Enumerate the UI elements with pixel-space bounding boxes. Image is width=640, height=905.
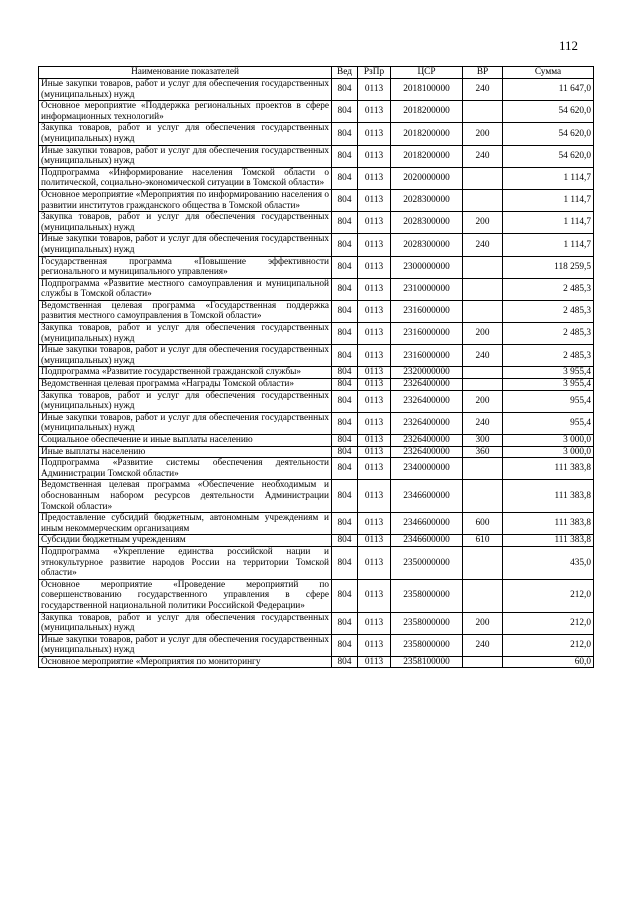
cell-rzpr: 0113 — [358, 579, 391, 612]
table-row — [39, 234, 594, 256]
cell-csr: 2358000000 — [391, 579, 463, 612]
cell-vr: 200 — [463, 323, 503, 345]
column-header-ved: Вед — [332, 67, 358, 79]
cell-vr — [463, 546, 503, 579]
cell-sum: 1 114,7 — [503, 189, 594, 211]
table-row — [39, 513, 594, 535]
table-row — [39, 101, 594, 123]
cell-csr: 2326400000 — [391, 446, 463, 458]
table-row — [39, 189, 594, 211]
cell-vr — [463, 379, 503, 391]
cell-sum: 54 620,0 — [503, 145, 594, 167]
cell-vr — [463, 458, 503, 480]
cell-sum: 54 620,0 — [503, 101, 594, 123]
cell-csr: 2358000000 — [391, 634, 463, 656]
cell-vr — [463, 656, 503, 668]
cell-rzpr: 0113 — [358, 256, 391, 278]
cell-vr: 240 — [463, 79, 503, 101]
cell-name: Подпрограмма «Укрепление единства российской нации и этнокультурное развитие народов России на территории Томской области» — [39, 546, 332, 579]
cell-name: Иные закупки товаров, работ и услуг для обеспечения государственных (муниципальных) нужд — [39, 412, 332, 434]
cell-vr: 200 — [463, 390, 503, 412]
table-row — [39, 212, 594, 234]
cell-csr: 2020000000 — [391, 167, 463, 189]
cell-sum: 212,0 — [503, 634, 594, 656]
cell-csr: 2358100000 — [391, 656, 463, 668]
cell-vr: 600 — [463, 513, 503, 535]
cell-name: Ведомственная целевая программа «Награды Томской области» — [39, 379, 332, 391]
cell-rzpr: 0113 — [358, 300, 391, 322]
cell-rzpr: 0113 — [358, 458, 391, 480]
cell-rzpr: 0113 — [358, 367, 391, 379]
cell-vr: 200 — [463, 212, 503, 234]
column-header-vr: ВР — [463, 67, 503, 79]
cell-vr — [463, 480, 503, 513]
cell-name: Иные закупки товаров, работ и услуг для обеспечения государственных (муниципальных) нужд — [39, 234, 332, 256]
table-row — [39, 480, 594, 513]
cell-ved: 804 — [332, 412, 358, 434]
cell-rzpr: 0113 — [358, 513, 391, 535]
cell-csr: 2310000000 — [391, 278, 463, 300]
cell-sum: 111 383,8 — [503, 535, 594, 547]
cell-name: Иные закупки товаров, работ и услуг для обеспечения государственных (муниципальных) нужд — [39, 79, 332, 101]
cell-rzpr: 0113 — [358, 79, 391, 101]
cell-sum: 212,0 — [503, 612, 594, 634]
cell-vr — [463, 278, 503, 300]
cell-vr: 240 — [463, 412, 503, 434]
column-header-name: Наименование показателей — [39, 67, 332, 79]
cell-sum: 212,0 — [503, 579, 594, 612]
column-header-csr: ЦСР — [391, 67, 463, 79]
cell-vr — [463, 256, 503, 278]
cell-ved: 804 — [332, 612, 358, 634]
cell-name: Подпрограмма «Развитие государственной гражданской службы» — [39, 367, 332, 379]
cell-sum: 2 485,3 — [503, 323, 594, 345]
cell-sum: 1 114,7 — [503, 234, 594, 256]
cell-ved: 804 — [332, 278, 358, 300]
cell-name: Ведомственная целевая программа «Обеспечение необходимым и обоснованным набором ресурсов деятельности Администрации Томской области» — [39, 480, 332, 513]
cell-ved: 804 — [332, 79, 358, 101]
table-row — [39, 458, 594, 480]
table-row — [39, 167, 594, 189]
cell-sum: 60,0 — [503, 656, 594, 668]
table-row — [39, 435, 594, 447]
cell-rzpr: 0113 — [358, 546, 391, 579]
table-row — [39, 446, 594, 458]
cell-name: Подпрограмма «Информирование населения Томской области о политической, социально-экономической ситуации в Томской области» — [39, 167, 332, 189]
table-row — [39, 123, 594, 145]
cell-csr: 2028300000 — [391, 234, 463, 256]
cell-sum: 111 383,8 — [503, 458, 594, 480]
cell-ved: 804 — [332, 634, 358, 656]
cell-sum: 955,4 — [503, 390, 594, 412]
cell-ved: 804 — [332, 145, 358, 167]
table-row — [39, 323, 594, 345]
cell-sum: 3 000,0 — [503, 446, 594, 458]
cell-csr: 2326400000 — [391, 390, 463, 412]
cell-rzpr: 0113 — [358, 123, 391, 145]
cell-csr: 2028300000 — [391, 212, 463, 234]
cell-vr: 240 — [463, 234, 503, 256]
cell-rzpr: 0113 — [358, 345, 391, 367]
cell-name: Основное мероприятие «Проведение мероприятий по совершенствованию государственного управления в сфере государственной национальной политики Российской Федерации» — [39, 579, 332, 612]
cell-csr: 2316000000 — [391, 345, 463, 367]
table-row — [39, 379, 594, 391]
cell-vr: 200 — [463, 123, 503, 145]
table-row — [39, 256, 594, 278]
cell-sum: 3 955,4 — [503, 379, 594, 391]
cell-vr: 240 — [463, 145, 503, 167]
cell-name: Основное мероприятие «Мероприятия по информированию населения о развитии институтов гражданского общества в Томской области» — [39, 189, 332, 211]
cell-vr: 300 — [463, 435, 503, 447]
cell-ved: 804 — [332, 546, 358, 579]
cell-csr: 2018100000 — [391, 79, 463, 101]
cell-csr: 2316000000 — [391, 323, 463, 345]
cell-sum: 435,0 — [503, 546, 594, 579]
cell-csr: 2358000000 — [391, 612, 463, 634]
cell-ved: 804 — [332, 535, 358, 547]
cell-name: Закупка товаров, работ и услуг для обеспечения государственных (муниципальных) нужд — [39, 323, 332, 345]
cell-sum: 2 485,3 — [503, 278, 594, 300]
cell-rzpr: 0113 — [358, 323, 391, 345]
table-row — [39, 278, 594, 300]
cell-ved: 804 — [332, 367, 358, 379]
table-row — [39, 145, 594, 167]
cell-name: Основное мероприятие «Поддержка региональных проектов в сфере информационных технологий» — [39, 101, 332, 123]
cell-sum: 955,4 — [503, 412, 594, 434]
cell-ved: 804 — [332, 212, 358, 234]
cell-vr — [463, 189, 503, 211]
table-row — [39, 79, 594, 101]
cell-ved: 804 — [332, 435, 358, 447]
cell-ved: 804 — [332, 345, 358, 367]
cell-rzpr: 0113 — [358, 167, 391, 189]
cell-ved: 804 — [332, 234, 358, 256]
cell-sum: 118 259,5 — [503, 256, 594, 278]
cell-ved: 804 — [332, 379, 358, 391]
cell-name: Основное мероприятие «Мероприятия по мониторингу — [39, 656, 332, 668]
cell-name: Предоставление субсидий бюджетным, автономным учреждениям и иным некоммерческим организациям — [39, 513, 332, 535]
cell-vr: 610 — [463, 535, 503, 547]
cell-csr: 2018200000 — [391, 101, 463, 123]
cell-name: Иные выплаты населению — [39, 446, 332, 458]
cell-csr: 2326400000 — [391, 379, 463, 391]
cell-rzpr: 0113 — [358, 278, 391, 300]
table-row — [39, 634, 594, 656]
cell-ved: 804 — [332, 300, 358, 322]
table-row — [39, 535, 594, 547]
cell-name: Иные закупки товаров, работ и услуг для обеспечения государственных (муниципальных) нужд — [39, 345, 332, 367]
column-header-rzpr: РзПр — [358, 67, 391, 79]
cell-sum: 1 114,7 — [503, 167, 594, 189]
cell-name: Закупка товаров, работ и услуг для обеспечения государственных (муниципальных) нужд — [39, 612, 332, 634]
cell-csr: 2300000000 — [391, 256, 463, 278]
cell-vr — [463, 367, 503, 379]
cell-name: Субсидии бюджетным учреждениям — [39, 535, 332, 547]
table-row — [39, 345, 594, 367]
table-row — [39, 546, 594, 579]
cell-csr: 2340000000 — [391, 458, 463, 480]
cell-vr: 200 — [463, 612, 503, 634]
cell-ved: 804 — [332, 323, 358, 345]
cell-rzpr: 0113 — [358, 435, 391, 447]
cell-csr: 2326400000 — [391, 412, 463, 434]
cell-sum: 111 383,8 — [503, 513, 594, 535]
cell-ved: 804 — [332, 167, 358, 189]
cell-ved: 804 — [332, 656, 358, 668]
cell-sum: 3 955,4 — [503, 367, 594, 379]
cell-rzpr: 0113 — [358, 145, 391, 167]
cell-csr: 2018200000 — [391, 123, 463, 145]
cell-sum: 1 114,7 — [503, 212, 594, 234]
cell-rzpr: 0113 — [358, 101, 391, 123]
cell-rzpr: 0113 — [358, 656, 391, 668]
cell-csr: 2028300000 — [391, 189, 463, 211]
table-row — [39, 300, 594, 322]
cell-vr — [463, 300, 503, 322]
cell-sum: 54 620,0 — [503, 123, 594, 145]
cell-name: Подпрограмма «Развитие местного самоуправления и муниципальной службы в Томской области» — [39, 278, 332, 300]
cell-name: Закупка товаров, работ и услуг для обеспечения государственных (муниципальных) нужд — [39, 212, 332, 234]
table-row — [39, 612, 594, 634]
cell-ved: 804 — [332, 101, 358, 123]
cell-csr: 2346600000 — [391, 480, 463, 513]
cell-sum: 2 485,3 — [503, 300, 594, 322]
cell-name: Подпрограмма «Развитие системы обеспечения деятельности Администрации Томской области» — [39, 458, 332, 480]
cell-csr: 2316000000 — [391, 300, 463, 322]
column-header-sum: Сумма — [503, 67, 594, 79]
table-row — [39, 367, 594, 379]
cell-rzpr: 0113 — [358, 189, 391, 211]
cell-rzpr: 0113 — [358, 480, 391, 513]
budget-table — [38, 66, 594, 668]
cell-name: Государственная программа «Повышение эффективности регионального и муниципального управления» — [39, 256, 332, 278]
cell-csr: 2346600000 — [391, 513, 463, 535]
cell-sum: 3 000,0 — [503, 435, 594, 447]
cell-ved: 804 — [332, 189, 358, 211]
cell-vr — [463, 579, 503, 612]
cell-rzpr: 0113 — [358, 535, 391, 547]
cell-ved: 804 — [332, 513, 358, 535]
cell-ved: 804 — [332, 446, 358, 458]
cell-sum: 111 383,8 — [503, 480, 594, 513]
cell-ved: 804 — [332, 579, 358, 612]
cell-rzpr: 0113 — [358, 634, 391, 656]
cell-ved: 804 — [332, 458, 358, 480]
cell-csr: 2018200000 — [391, 145, 463, 167]
cell-rzpr: 0113 — [358, 212, 391, 234]
cell-vr — [463, 101, 503, 123]
table-row — [39, 656, 594, 668]
cell-csr: 2320000000 — [391, 367, 463, 379]
cell-ved: 804 — [332, 256, 358, 278]
cell-ved: 804 — [332, 480, 358, 513]
cell-rzpr: 0113 — [358, 379, 391, 391]
cell-ved: 804 — [332, 123, 358, 145]
table-header-row — [39, 67, 594, 79]
page-number: 112 — [559, 38, 579, 53]
cell-vr — [463, 167, 503, 189]
cell-sum: 2 485,3 — [503, 345, 594, 367]
table-row — [39, 579, 594, 612]
table-row — [39, 390, 594, 412]
cell-csr: 2350000000 — [391, 546, 463, 579]
cell-name: Социальное обеспечение и иные выплаты населению — [39, 435, 332, 447]
cell-rzpr: 0113 — [358, 234, 391, 256]
cell-csr: 2326400000 — [391, 435, 463, 447]
cell-name: Ведомственная целевая программа «Государственная поддержка развития местного самоуправления в Томской области» — [39, 300, 332, 322]
cell-sum: 11 647,0 — [503, 79, 594, 101]
cell-rzpr: 0113 — [358, 412, 391, 434]
cell-name: Иные закупки товаров, работ и услуг для обеспечения государственных (муниципальных) нужд — [39, 634, 332, 656]
table-row — [39, 412, 594, 434]
cell-vr: 240 — [463, 634, 503, 656]
cell-csr: 2346600000 — [391, 535, 463, 547]
cell-name: Закупка товаров, работ и услуг для обеспечения государственных (муниципальных) нужд — [39, 123, 332, 145]
cell-rzpr: 0113 — [358, 446, 391, 458]
cell-rzpr: 0113 — [358, 612, 391, 634]
cell-name: Иные закупки товаров, работ и услуг для обеспечения государственных (муниципальных) нужд — [39, 145, 332, 167]
cell-ved: 804 — [332, 390, 358, 412]
cell-vr: 360 — [463, 446, 503, 458]
cell-rzpr: 0113 — [358, 390, 391, 412]
cell-name: Закупка товаров, работ и услуг для обеспечения государственных (муниципальных) нужд — [39, 390, 332, 412]
cell-vr: 240 — [463, 345, 503, 367]
